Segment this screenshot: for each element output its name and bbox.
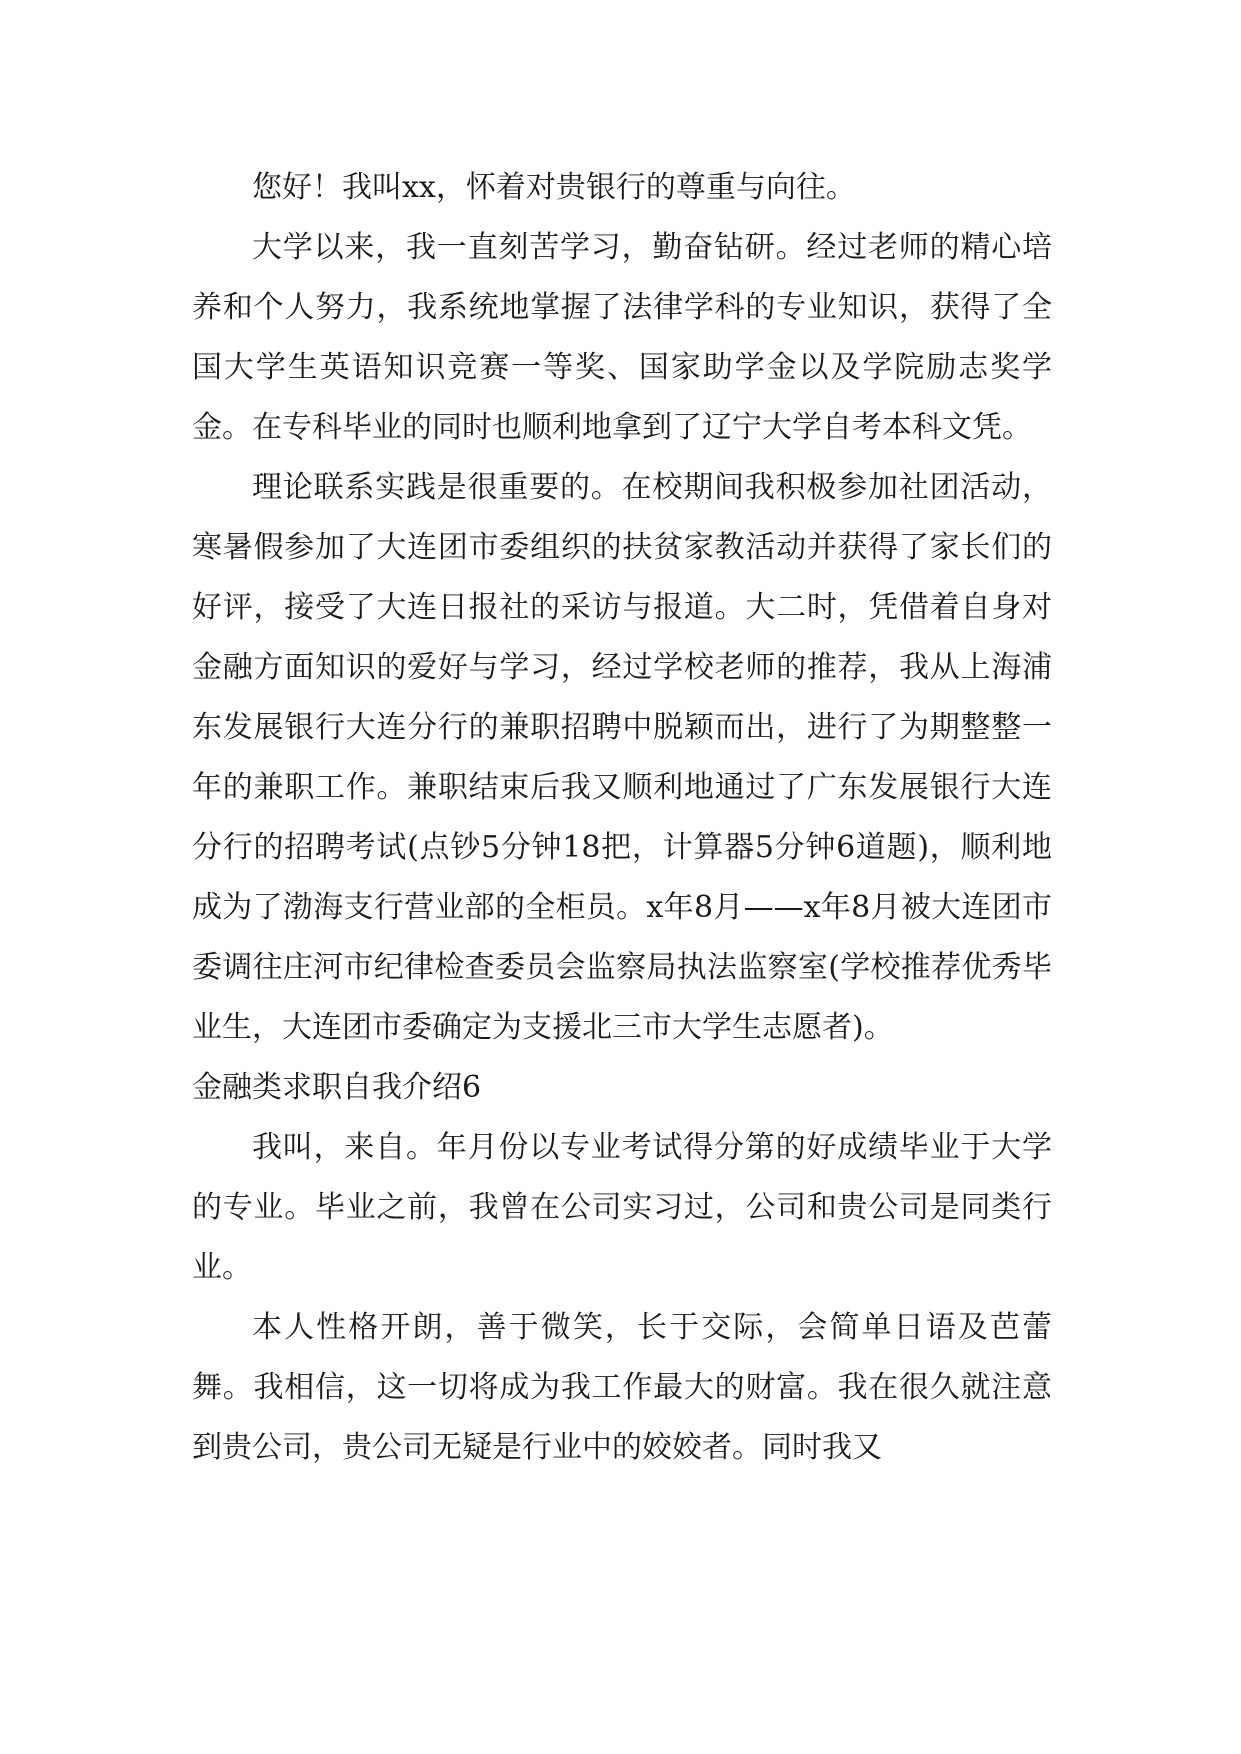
document-body [192,158,1052,1478]
section-heading: 金融类求职自我介绍6 [192,1070,482,1105]
paragraph-greeting: 您好！我叫xx，怀着对贵银行的尊重与向往。 [252,170,856,205]
paragraph-personality: 本人性格开朗，善于微笑，长于交际，会简单日语及芭蕾舞。我相信，这一切将成为我工作最大的财富。我在很久就注意到贵公司，贵公司无疑是行业中的姣姣者。同时我又 [192,1310,1052,1465]
paragraph-experience: 理论联系实践是很重要的。在校期间我积极参加社团活动，寒暑假参加了大连团市委组织的扶贫家教活动并获得了家长们的好评，接受了大连日报社的采访与报道。大二时，凭借着自身对金融方面知识的爱好与学习，经过学校老师的推荐，我从上海浦东发展银行大连分行的兼职招聘中脱颖而出，进行了为期整整一年的兼职工作。兼职结束后我又顺利地通过了广东发展银行大连分行的招聘考试(点钞5分钟18把，计算器5分钟6道题)，顺利地成为了渤海支行营业部的全柜员。x年8月——x年8月被大连团市委调往庄河市纪律检查委员会监察局执法监察室(学校推荐优秀毕业生，大连团市委确定为支援北三市大学生志愿者)。 [192,470,1052,1045]
paragraph-introduction: 我叫，来自。年月份以专业考试得分第的好成绩毕业于大学的专业。毕业之前，我曾在公司实习过，公司和贵公司是同类行业。 [192,1130,1052,1285]
paragraph-education: 大学以来，我一直刻苦学习，勤奋钻研。经过老师的精心培养和个人努力，我系统地掌握了法律学科的专业知识，获得了全国大学生英语知识竞赛一等奖、国家助学金以及学院励志奖学金。在专科毕业的同时也顺利地拿到了辽宁大学自考本科文凭。 [192,230,1052,445]
